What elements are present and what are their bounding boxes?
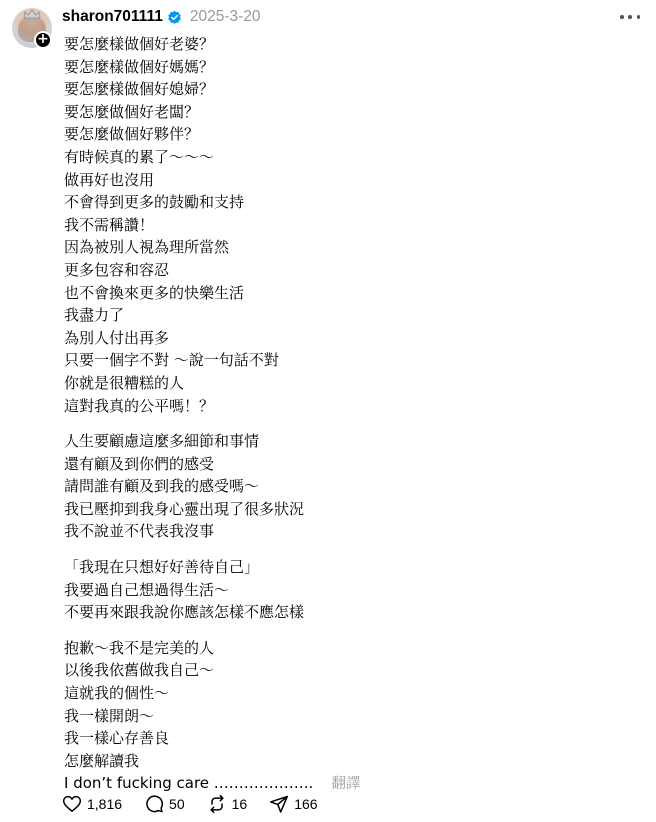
comment-bubble-icon: [144, 794, 164, 814]
paragraph: [64, 556, 624, 624]
comment-count: 50: [169, 796, 185, 812]
text-line: 有時候真的累了～～～: [64, 147, 215, 166]
text-line: 抱歉～我不是完美的人: [64, 638, 215, 657]
follow-plus-icon[interactable]: +: [34, 31, 52, 49]
text-line: 只要一個字不對 ～說一句話不對: [64, 351, 279, 370]
paragraph: [64, 637, 624, 795]
translate-link[interactable]: 翻譯: [331, 776, 361, 793]
last-text-line: [64, 772, 624, 795]
text-line: 我一樣心存善良: [64, 729, 170, 748]
text-line: 我一樣開朗～: [64, 706, 155, 725]
text-line: 這就我的個性～: [64, 684, 170, 703]
repost-count: 16: [231, 796, 248, 812]
paragraph: [64, 33, 624, 417]
post-body: [64, 33, 624, 795]
text-line: 怎麼解讀我: [64, 751, 140, 770]
text-line: 請問誰有顧及到我的感受嗎～: [64, 477, 260, 496]
text-line: 我不說並不代表我沒事: [64, 522, 215, 541]
text-line: 因為被別人視為理所當然: [64, 238, 230, 257]
text-line: 做再好也沒用: [64, 170, 155, 189]
text-line: 我已壓抑到我身心靈出現了很多狀況: [64, 499, 305, 518]
like-button[interactable]: [62, 794, 122, 814]
text-line: 不會得到更多的鼓勵和支持: [64, 193, 245, 212]
post-timestamp[interactable]: 2025-3-20: [189, 8, 261, 25]
comment-button[interactable]: [144, 794, 185, 814]
text-line: 這對我真的公平嗎！？: [64, 396, 215, 415]
text-line: 不要再來跟我說你應該怎樣不應怎樣: [64, 603, 305, 622]
text-line: 你就是很糟糕的人: [64, 373, 185, 392]
post-header: [62, 6, 261, 28]
text-line: 要怎麼樣做個好媳婦？: [64, 80, 215, 99]
crown-icon: [23, 9, 41, 19]
text-line: 人生要顧慮這麼多細節和事情: [64, 432, 260, 451]
text-line: 要怎麼做個好夥伴？: [64, 125, 200, 144]
text-line: I don’t fucking care ………………..: [64, 774, 314, 793]
text-line: 要怎麼做個好老闆？: [64, 102, 200, 121]
verified-badge-icon: [167, 10, 182, 25]
text-line: 我要過自己想過得生活～: [64, 580, 230, 599]
text-line: 也不會換來更多的快樂生活: [64, 283, 245, 302]
more-options-icon[interactable]: [620, 8, 640, 26]
action-bar: [62, 793, 340, 815]
username[interactable]: sharon701111: [62, 8, 163, 25]
share-count: 166: [294, 796, 318, 812]
paragraph: [64, 430, 624, 543]
text-line: 要怎麼樣做個好老婆？: [64, 35, 215, 53]
text-line: 為別人付出再多: [64, 328, 170, 347]
repost-icon: [207, 794, 227, 814]
text-line: 還有顧及到你們的感受: [64, 454, 215, 473]
like-count: 1,816: [87, 796, 123, 812]
send-icon: [269, 794, 289, 814]
repost-button[interactable]: [207, 794, 248, 814]
text-line: 「我現在只想好好善待自己」: [64, 558, 260, 577]
share-button[interactable]: [269, 794, 317, 814]
text-line: 更多包容和容忍: [64, 260, 170, 279]
text-line: 我不需稱讚！: [64, 215, 155, 234]
heart-icon: [62, 794, 82, 814]
text-line: 要怎麼樣做個好媽媽？: [64, 57, 215, 76]
text-line: 以後我依舊做我自己～: [64, 661, 215, 680]
text-line: 我盡力了: [64, 306, 125, 325]
